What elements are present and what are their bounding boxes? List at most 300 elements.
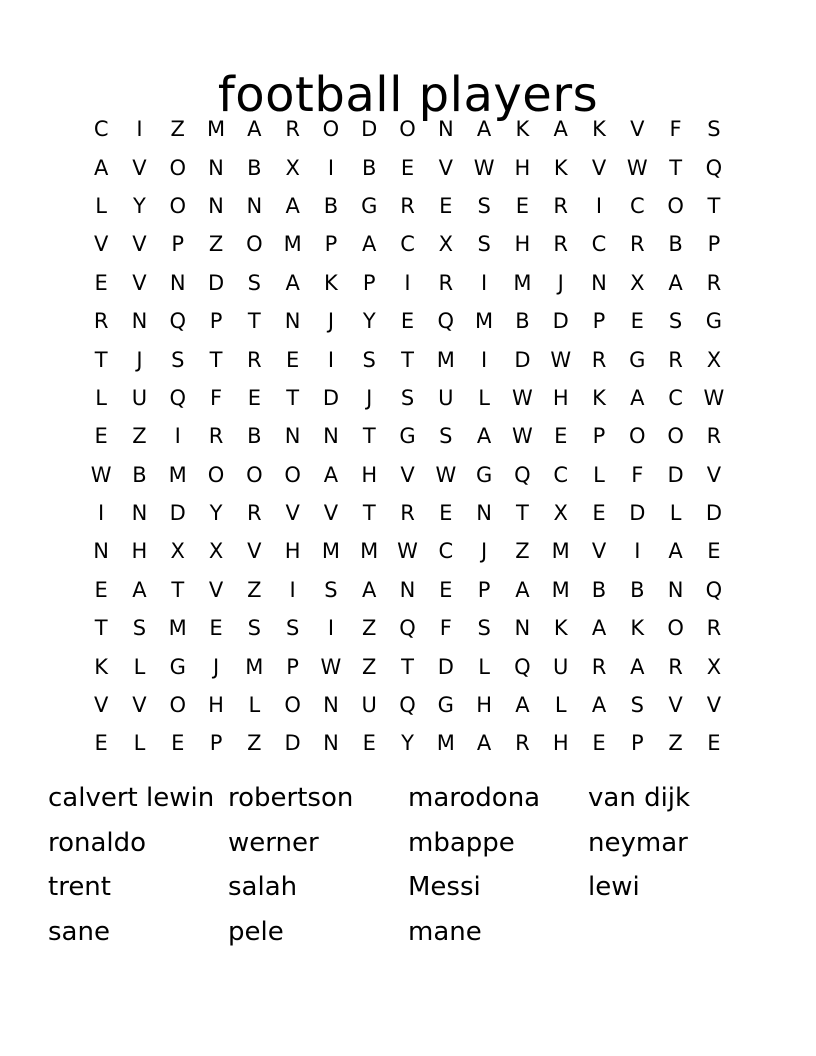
word-bank-item: Messi — [408, 872, 481, 902]
grid-letter: J — [557, 270, 564, 295]
grid-letter: I — [481, 347, 488, 372]
grid-letter: A — [630, 654, 645, 679]
grid-letter: T — [171, 577, 185, 602]
grid-letter: W — [397, 539, 418, 564]
letter-grid — [82, 110, 734, 763]
grid-letter: U — [131, 385, 148, 410]
grid-letter: T — [209, 347, 223, 372]
grid-letter: R — [400, 193, 415, 218]
grid-letter: L — [133, 731, 146, 756]
grid-letter: R — [706, 270, 722, 295]
grid-letter: E — [515, 193, 530, 218]
grid-letter: M — [551, 577, 570, 602]
grid-letter: D — [361, 117, 378, 142]
grid-letter: D — [514, 347, 531, 372]
grid-letter: K — [94, 654, 109, 679]
grid-letter: E — [94, 270, 108, 295]
grid-letter: V — [132, 270, 147, 295]
grid-letter: P — [324, 232, 338, 257]
grid-letter: L — [248, 693, 261, 718]
grid-letter: W — [703, 385, 725, 410]
grid-letter: S — [171, 347, 185, 372]
grid-letter: M — [206, 117, 226, 142]
grid-letter: L — [593, 462, 605, 487]
grid-letter: R — [400, 501, 415, 526]
grid-letter: C — [400, 232, 415, 257]
grid-letter: A — [591, 616, 607, 641]
word-bank-item: mbappe — [408, 827, 515, 858]
word-bank-item: salah — [228, 872, 298, 902]
grid-letter: V — [438, 155, 453, 180]
grid-letter: E — [439, 193, 453, 218]
grid-letter: B — [630, 577, 645, 602]
grid-letter: I — [174, 424, 181, 449]
grid-letter: S — [247, 616, 261, 641]
grid-letter: A — [362, 577, 377, 602]
word-bank-item: ronaldo — [48, 827, 147, 858]
grid-letter: K — [553, 616, 568, 641]
grid-letter: E — [94, 577, 108, 602]
grid-letter: E — [209, 616, 223, 641]
grid-letter: W — [473, 155, 495, 180]
grid-letter: U — [438, 385, 454, 410]
grid-letter: Z — [170, 117, 185, 142]
grid-letter: G — [475, 462, 493, 487]
grid-letter: C — [93, 117, 109, 142]
grid-letter: I — [404, 270, 411, 295]
grid-letter: S — [477, 232, 491, 257]
grid-letter: O — [284, 693, 301, 718]
grid-letter: N — [131, 309, 148, 334]
grid-letter: X — [706, 654, 722, 679]
grid-letter: T — [401, 654, 414, 679]
grid-letter: L — [133, 654, 146, 679]
grid-letter: N — [131, 501, 148, 526]
grid-letter: N — [284, 424, 301, 449]
grid-letter: J — [136, 347, 143, 372]
grid-letter: R — [668, 347, 683, 372]
grid-letter: S — [477, 193, 491, 218]
grid-letter: R — [591, 654, 607, 679]
grid-letter: S — [132, 616, 147, 641]
grid-letter: A — [323, 462, 339, 487]
grid-letter: X — [285, 155, 300, 180]
grid-letter: B — [668, 232, 683, 257]
grid-letter: V — [591, 155, 607, 180]
grid-letter: Q — [169, 385, 186, 410]
grid-letter: T — [286, 385, 300, 410]
grid-letter: A — [476, 117, 492, 142]
grid-letter: N — [323, 424, 339, 449]
grid-letter: V — [323, 501, 339, 526]
grid-letter: N — [591, 270, 607, 295]
grid-letter: J — [327, 309, 335, 334]
grid-letter: G — [705, 309, 723, 334]
grid-letter: Q — [399, 693, 416, 718]
grid-letter: I — [136, 117, 143, 142]
grid-letter: U — [553, 654, 569, 679]
grid-letter: P — [630, 731, 644, 756]
grid-letter: E — [707, 539, 721, 564]
grid-letter: P — [592, 424, 606, 449]
word-bank-item: lewi — [588, 872, 640, 902]
grid-letter: T — [362, 424, 376, 449]
grid-letter: M — [168, 616, 187, 641]
grid-letter: T — [247, 309, 261, 334]
grid-letter: B — [323, 193, 339, 218]
grid-letter: S — [362, 347, 376, 372]
grid-letter: V — [591, 539, 607, 564]
grid-letter: I — [289, 577, 296, 602]
grid-letter: K — [553, 155, 568, 180]
grid-letter: V — [706, 693, 722, 718]
grid-letter: E — [439, 577, 453, 602]
word-bank — [48, 778, 768, 956]
grid-letter: O — [284, 462, 301, 487]
grid-letter: M — [245, 654, 264, 679]
grid-letter: N — [437, 117, 454, 142]
grid-letter: L — [95, 385, 107, 410]
grid-letter: W — [320, 654, 342, 679]
grid-letter: V — [668, 693, 683, 718]
grid-letter: G — [169, 654, 186, 679]
grid-letter: S — [477, 616, 491, 641]
grid-letter: N — [514, 616, 531, 641]
word-bank-item: neymar — [588, 827, 688, 858]
grid-letter: K — [592, 117, 606, 142]
grid-letter: A — [476, 731, 492, 756]
grid-letter: M — [283, 232, 302, 257]
grid-letter: Z — [247, 577, 262, 602]
grid-letter: Z — [208, 232, 224, 257]
grid-letter: E — [171, 731, 185, 756]
grid-letter: P — [171, 232, 185, 257]
grid-letter: S — [247, 270, 261, 295]
grid-letter: X — [208, 539, 224, 564]
grid-letter: V — [630, 117, 645, 142]
grid-letter: Z — [668, 731, 683, 756]
grid-letter: I — [481, 270, 488, 295]
grid-letter: Z — [132, 424, 147, 449]
grid-letter: X — [170, 539, 185, 564]
grid-letter: S — [668, 309, 683, 334]
grid-letter: B — [591, 577, 607, 602]
grid-letter: C — [438, 539, 454, 564]
grid-letter: M — [513, 270, 532, 295]
grid-letter: S — [400, 385, 415, 410]
grid-letter: E — [554, 424, 568, 449]
grid-letter: E — [592, 731, 606, 756]
grid-letter: Q — [399, 616, 416, 641]
grid-letter: D — [207, 270, 225, 295]
grid-letter: Q — [169, 309, 186, 334]
grid-letter: A — [247, 117, 262, 142]
grid-letter: F — [439, 616, 452, 641]
grid-letter: F — [209, 385, 223, 410]
grid-letter: H — [208, 693, 224, 718]
grid-letter: S — [285, 616, 300, 641]
word-bank-item: calvert lewin — [48, 783, 215, 813]
grid-letter: E — [400, 309, 415, 334]
grid-letter: H — [361, 462, 378, 487]
grid-letter: O — [667, 616, 684, 641]
grid-letter: V — [93, 232, 109, 257]
grid-letter: B — [515, 309, 530, 334]
grid-letter: T — [669, 155, 683, 180]
grid-letter: G — [437, 693, 454, 718]
grid-letter: S — [324, 577, 338, 602]
grid-letter: O — [246, 462, 263, 487]
grid-letter: M — [551, 539, 570, 564]
page-title: football players — [217, 67, 599, 124]
grid-letter: D — [667, 462, 684, 487]
grid-letter: H — [514, 155, 531, 180]
grid-letter: X — [706, 347, 722, 372]
grid-letter: Z — [362, 654, 377, 679]
grid-letter: N — [208, 193, 224, 218]
grid-letter: V — [132, 155, 147, 180]
grid-letter: H — [476, 693, 493, 718]
grid-letter: P — [477, 577, 491, 602]
grid-letter: N — [93, 539, 109, 564]
grid-letter: Y — [401, 731, 414, 756]
grid-letter: R — [706, 616, 722, 641]
grid-letter: V — [285, 501, 300, 526]
grid-letter: K — [324, 270, 338, 295]
grid-letter: R — [668, 654, 683, 679]
grid-letter: A — [591, 693, 607, 718]
grid-letter: P — [209, 731, 223, 756]
grid-letter: F — [669, 117, 682, 142]
grid-letter: M — [436, 731, 455, 756]
grid-letter: P — [209, 309, 223, 334]
grid-letter: E — [362, 731, 376, 756]
grid-letter: R — [247, 501, 262, 526]
grid-letter: M — [168, 462, 187, 487]
grid-letter: M — [360, 539, 379, 564]
grid-letter: Q — [514, 462, 531, 487]
grid-letter: O — [322, 117, 340, 142]
grid-letter: L — [554, 693, 567, 718]
grid-letter: P — [286, 654, 299, 679]
grid-letter: R — [706, 424, 722, 449]
grid-letter: E — [630, 309, 644, 334]
grid-letter: D — [552, 309, 569, 334]
grid-letter: F — [631, 462, 644, 487]
grid-letter: H — [514, 232, 531, 257]
grid-letter: V — [706, 462, 722, 487]
grid-letter: V — [93, 693, 109, 718]
grid-letter: B — [247, 424, 262, 449]
grid-letter: O — [169, 155, 186, 180]
grid-letter: A — [132, 577, 147, 602]
grid-letter: R — [247, 347, 262, 372]
grid-letter: E — [439, 501, 453, 526]
grid-letter: K — [592, 385, 606, 410]
grid-letter: Y — [133, 193, 146, 218]
grid-letter: Q — [437, 309, 455, 334]
grid-letter: Y — [362, 309, 376, 334]
grid-letter: E — [94, 424, 108, 449]
grid-letter: A — [515, 693, 530, 718]
grid-letter: D — [437, 654, 454, 679]
grid-letter: R — [285, 117, 300, 142]
grid-letter: E — [707, 731, 721, 756]
grid-letter: G — [629, 347, 646, 372]
grid-letter: I — [327, 347, 335, 372]
grid-letter: A — [362, 232, 377, 257]
grid-letter: O — [169, 193, 186, 218]
grid-letter: O — [207, 462, 225, 487]
grid-letter: S — [707, 117, 721, 142]
grid-letter: V — [132, 693, 147, 718]
grid-letter: C — [668, 385, 683, 410]
grid-letter: I — [327, 616, 335, 641]
grid-letter: Y — [209, 501, 223, 526]
grid-letter: A — [668, 270, 683, 295]
grid-letter: R — [438, 270, 454, 295]
grid-letter: L — [478, 654, 490, 679]
grid-letter: C — [629, 193, 645, 218]
grid-letter: L — [95, 193, 107, 218]
grid-letter: D — [705, 501, 722, 526]
grid-letter: S — [439, 424, 453, 449]
grid-letter: M — [436, 347, 455, 372]
grid-letter: D — [169, 501, 186, 526]
grid-letter: P — [592, 309, 606, 334]
grid-letter: I — [595, 193, 603, 218]
grid-letter: O — [246, 232, 263, 257]
grid-letter: O — [399, 117, 416, 142]
grid-letter: D — [322, 385, 340, 410]
grid-letter: W — [512, 385, 533, 410]
grid-letter: V — [208, 577, 224, 602]
grid-letter: O — [667, 193, 684, 218]
grid-letter: V — [400, 462, 415, 487]
grid-letter: Q — [705, 577, 723, 602]
grid-letter: J — [212, 654, 220, 679]
grid-letter: H — [552, 731, 569, 756]
grid-letter: R — [93, 309, 109, 334]
grid-letter: H — [131, 539, 148, 564]
grid-letter: Z — [362, 616, 377, 641]
grid-letter: K — [630, 616, 645, 641]
grid-letter: T — [94, 616, 108, 641]
grid-letter: Z — [515, 539, 530, 564]
grid-letter: T — [94, 347, 108, 372]
grid-letter: R — [591, 347, 607, 372]
grid-letter: P — [707, 232, 721, 257]
grid-letter: N — [284, 309, 301, 334]
grid-letter: B — [247, 155, 262, 180]
word-bank-item: marodona — [408, 783, 541, 813]
grid-letter: A — [285, 193, 300, 218]
grid-letter: D — [284, 731, 301, 756]
grid-letter: T — [707, 193, 721, 218]
grid-letter: L — [478, 385, 490, 410]
grid-letter: X — [438, 232, 454, 257]
grid-letter: M — [321, 539, 340, 564]
grid-letter: C — [553, 462, 569, 487]
grid-letter: X — [630, 270, 645, 295]
grid-letter: C — [591, 232, 607, 257]
grid-letter: A — [93, 155, 109, 180]
grid-letter: A — [285, 270, 300, 295]
grid-letter: T — [401, 347, 414, 372]
grid-letter: K — [515, 117, 530, 142]
word-bank-item: sane — [48, 916, 110, 947]
grid-letter: W — [626, 155, 648, 180]
grid-letter: A — [553, 117, 568, 142]
grid-letter: A — [515, 577, 530, 602]
grid-letter: N — [323, 731, 339, 756]
grid-letter: W — [550, 347, 572, 372]
grid-letter: T — [362, 501, 376, 526]
grid-letter: B — [362, 155, 377, 180]
grid-letter: W — [90, 462, 112, 487]
grid-letter: N — [399, 577, 416, 602]
grid-letter: N — [476, 501, 492, 526]
grid-letter: T — [516, 501, 529, 526]
grid-letter: G — [361, 193, 378, 218]
grid-letter: G — [399, 424, 416, 449]
grid-letter: N — [208, 155, 224, 180]
grid-letter: L — [669, 501, 682, 526]
grid-letter: E — [94, 731, 108, 756]
grid-letter: O — [629, 424, 646, 449]
grid-letter: R — [553, 232, 568, 257]
grid-letter: N — [169, 270, 186, 295]
grid-letter: E — [285, 347, 300, 372]
grid-letter: I — [327, 155, 335, 180]
grid-letter: A — [668, 539, 683, 564]
grid-letter: R — [515, 731, 530, 756]
grid-letter: B — [132, 462, 147, 487]
grid-letter: E — [400, 155, 415, 180]
grid-letter: O — [169, 693, 186, 718]
grid-letter: M — [475, 309, 494, 334]
grid-letter: O — [667, 424, 684, 449]
grid-letter: W — [435, 462, 457, 487]
grid-letter: R — [208, 424, 224, 449]
word-bank-item: pele — [228, 916, 284, 947]
grid-letter: U — [361, 693, 377, 718]
word-bank-item: mane — [408, 916, 482, 947]
grid-letter: H — [552, 385, 569, 410]
grid-letter: N — [246, 193, 263, 218]
grid-letter: V — [247, 539, 262, 564]
grid-letter: R — [553, 193, 568, 218]
grid-letter: N — [323, 693, 339, 718]
word-bank-item: van dijk — [588, 783, 691, 813]
grid-letter: S — [630, 693, 644, 718]
grid-letter: H — [284, 539, 301, 564]
grid-letter: R — [630, 232, 645, 257]
grid-letter: Z — [247, 731, 262, 756]
grid-letter: A — [630, 385, 645, 410]
grid-letter: E — [592, 501, 606, 526]
word-bank-item: werner — [228, 827, 319, 858]
grid-letter: D — [629, 501, 646, 526]
grid-letter: J — [481, 539, 488, 564]
grid-letter: X — [553, 501, 568, 526]
grid-letter: N — [667, 577, 684, 602]
grid-letter: Q — [705, 155, 723, 180]
word-bank-item: robertson — [228, 783, 354, 813]
grid-letter: J — [366, 385, 373, 410]
word-bank-item: trent — [48, 872, 111, 902]
grid-letter: P — [362, 270, 376, 295]
